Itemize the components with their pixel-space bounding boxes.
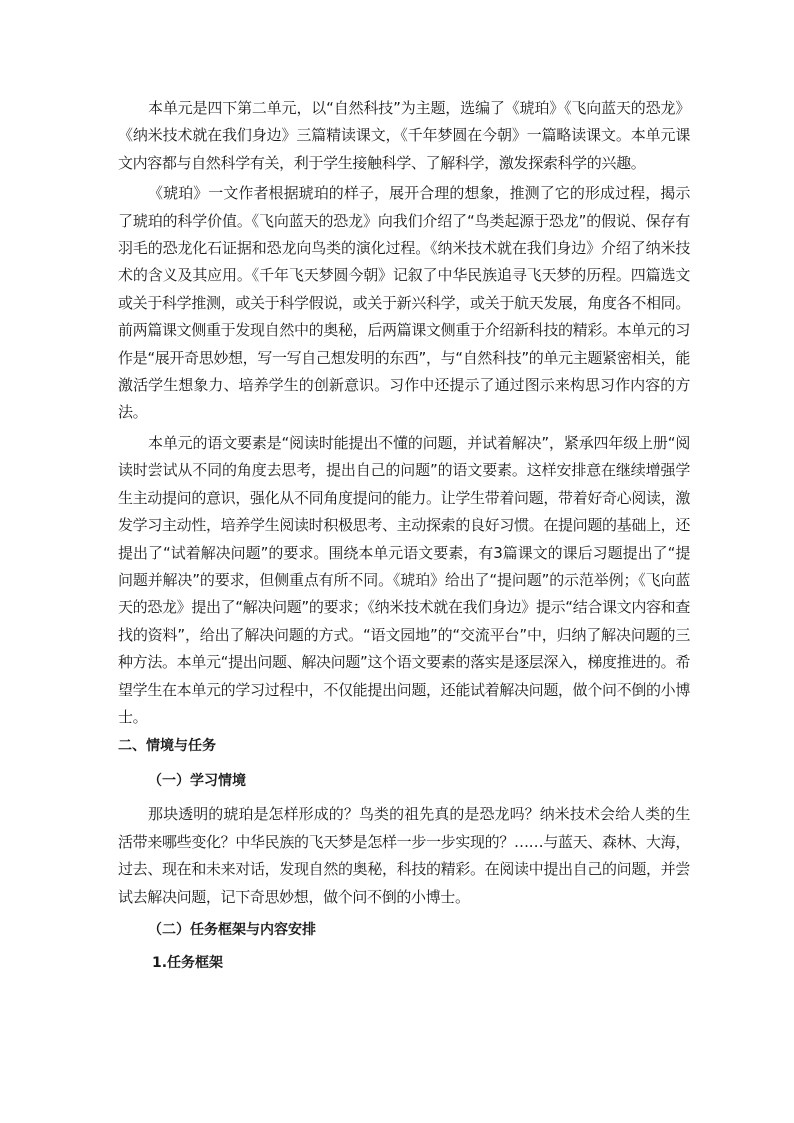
intro-paragraph: 本单元是四下第二单元，以“自然科技”为主题，选编了《琥珀》《飞向蓝天的恐龙》《纳米技术就在我们身边》三篇精读课文，《千年梦圆在今朝》一篇略读课文。本单元课文内容都与自然科学有关，利于学生接触科学、了解科学，激发探索科学的兴趣。 xyxy=(118,99,690,172)
situation-paragraph: 那块透明的琥珀是怎样形成的？鸟类的祖先真的是恐龙吗？纳米技术会给人类的生活带来哪些变化？中华民族的飞天梦是怎样一步一步实现的？……与蓝天、森林、大海，过去、现在和未来对话，发现自然的奥秘，科技的精彩。在阅读中提出自己的问题，并尝试去解决问题，记下奇思妙想，做个问不倒的小博士。 xyxy=(118,805,690,906)
item-heading-task-framework: 1.任务框架 xyxy=(152,954,224,971)
subheading-learning-situation: （一）学习情境 xyxy=(148,773,246,790)
document-body xyxy=(118,95,690,977)
subheading-task-framework: （二）任务框架与内容安排 xyxy=(148,921,316,938)
section-heading: 二、情境与任务 xyxy=(118,738,216,755)
texts-overview-paragraph: 《琥珀》一文作者根据琥珀的样子，展开合理的想象，推测了它的形成过程，揭示了琥珀的科学价值。《飞向蓝天的恐龙》向我们介绍了“鸟类起源于恐龙”的假说、保存有羽毛的恐龙化石证据和恐龙向鸟类的演化过程。《纳米技术就在我们身边》介绍了纳米技术的含义及其应用。《千年飞天梦圆今朝》记叙了中华民族追寻飞天梦的历程。四篇选文或关于科学推测，或关于科学假说，或关于新兴科学，或关于航天发展，角度各不相同。前两篇课文侧重于发现自然中的奥秘，后两篇课文侧重于介绍新科技的精彩。本单元的习作是“展开奇思妙想，写一写自己想发明的东西”，与“自然科技”的单元主题紧密相关，能激活学生想象力、培养学生的创新意识。习作中还提示了通过图示来构思习作内容的方法。 xyxy=(118,184,690,422)
language-elements-paragraph: 本单元的语文要素是“阅读时能提出不懂的问题，并试着解决”，紧承四年级上册“阅读时尝试从不同的角度去思考，提出自己的问题”的语文要素。这样安排意在继续增强学生主动提问的意识，强化从不同角度提问的能力。让学生带着问题，带着好奇心阅读，激发学习主动性，培养学生阅读时积极思考、主动探索的良好习惯。在提问题的基础上，还提出了“试着解决问题”的要求。围绕本单元语文要素，有3篇课文的课后习题提出了“提问题并解决”的要求，但侧重点有所不同。《琥珀》给出了“提问题”的示范举例；《飞向蓝天的恐龙》提出了“解决问题”的要求；《纳米技术就在我们身边》提示“结合课文内容和查找的资料”，给出了解决问题的方式。“语文园地”的“交流平台”中，归纳了解决问题的三种方法。本单元“提出问题、解决问题”这个语文要素的落实是逐层深入，梯度推进的。希望学生在本单元的学习过程中，不仅能提出问题，还能试着解决问题，做个问不倒的小博士。 xyxy=(118,433,690,726)
